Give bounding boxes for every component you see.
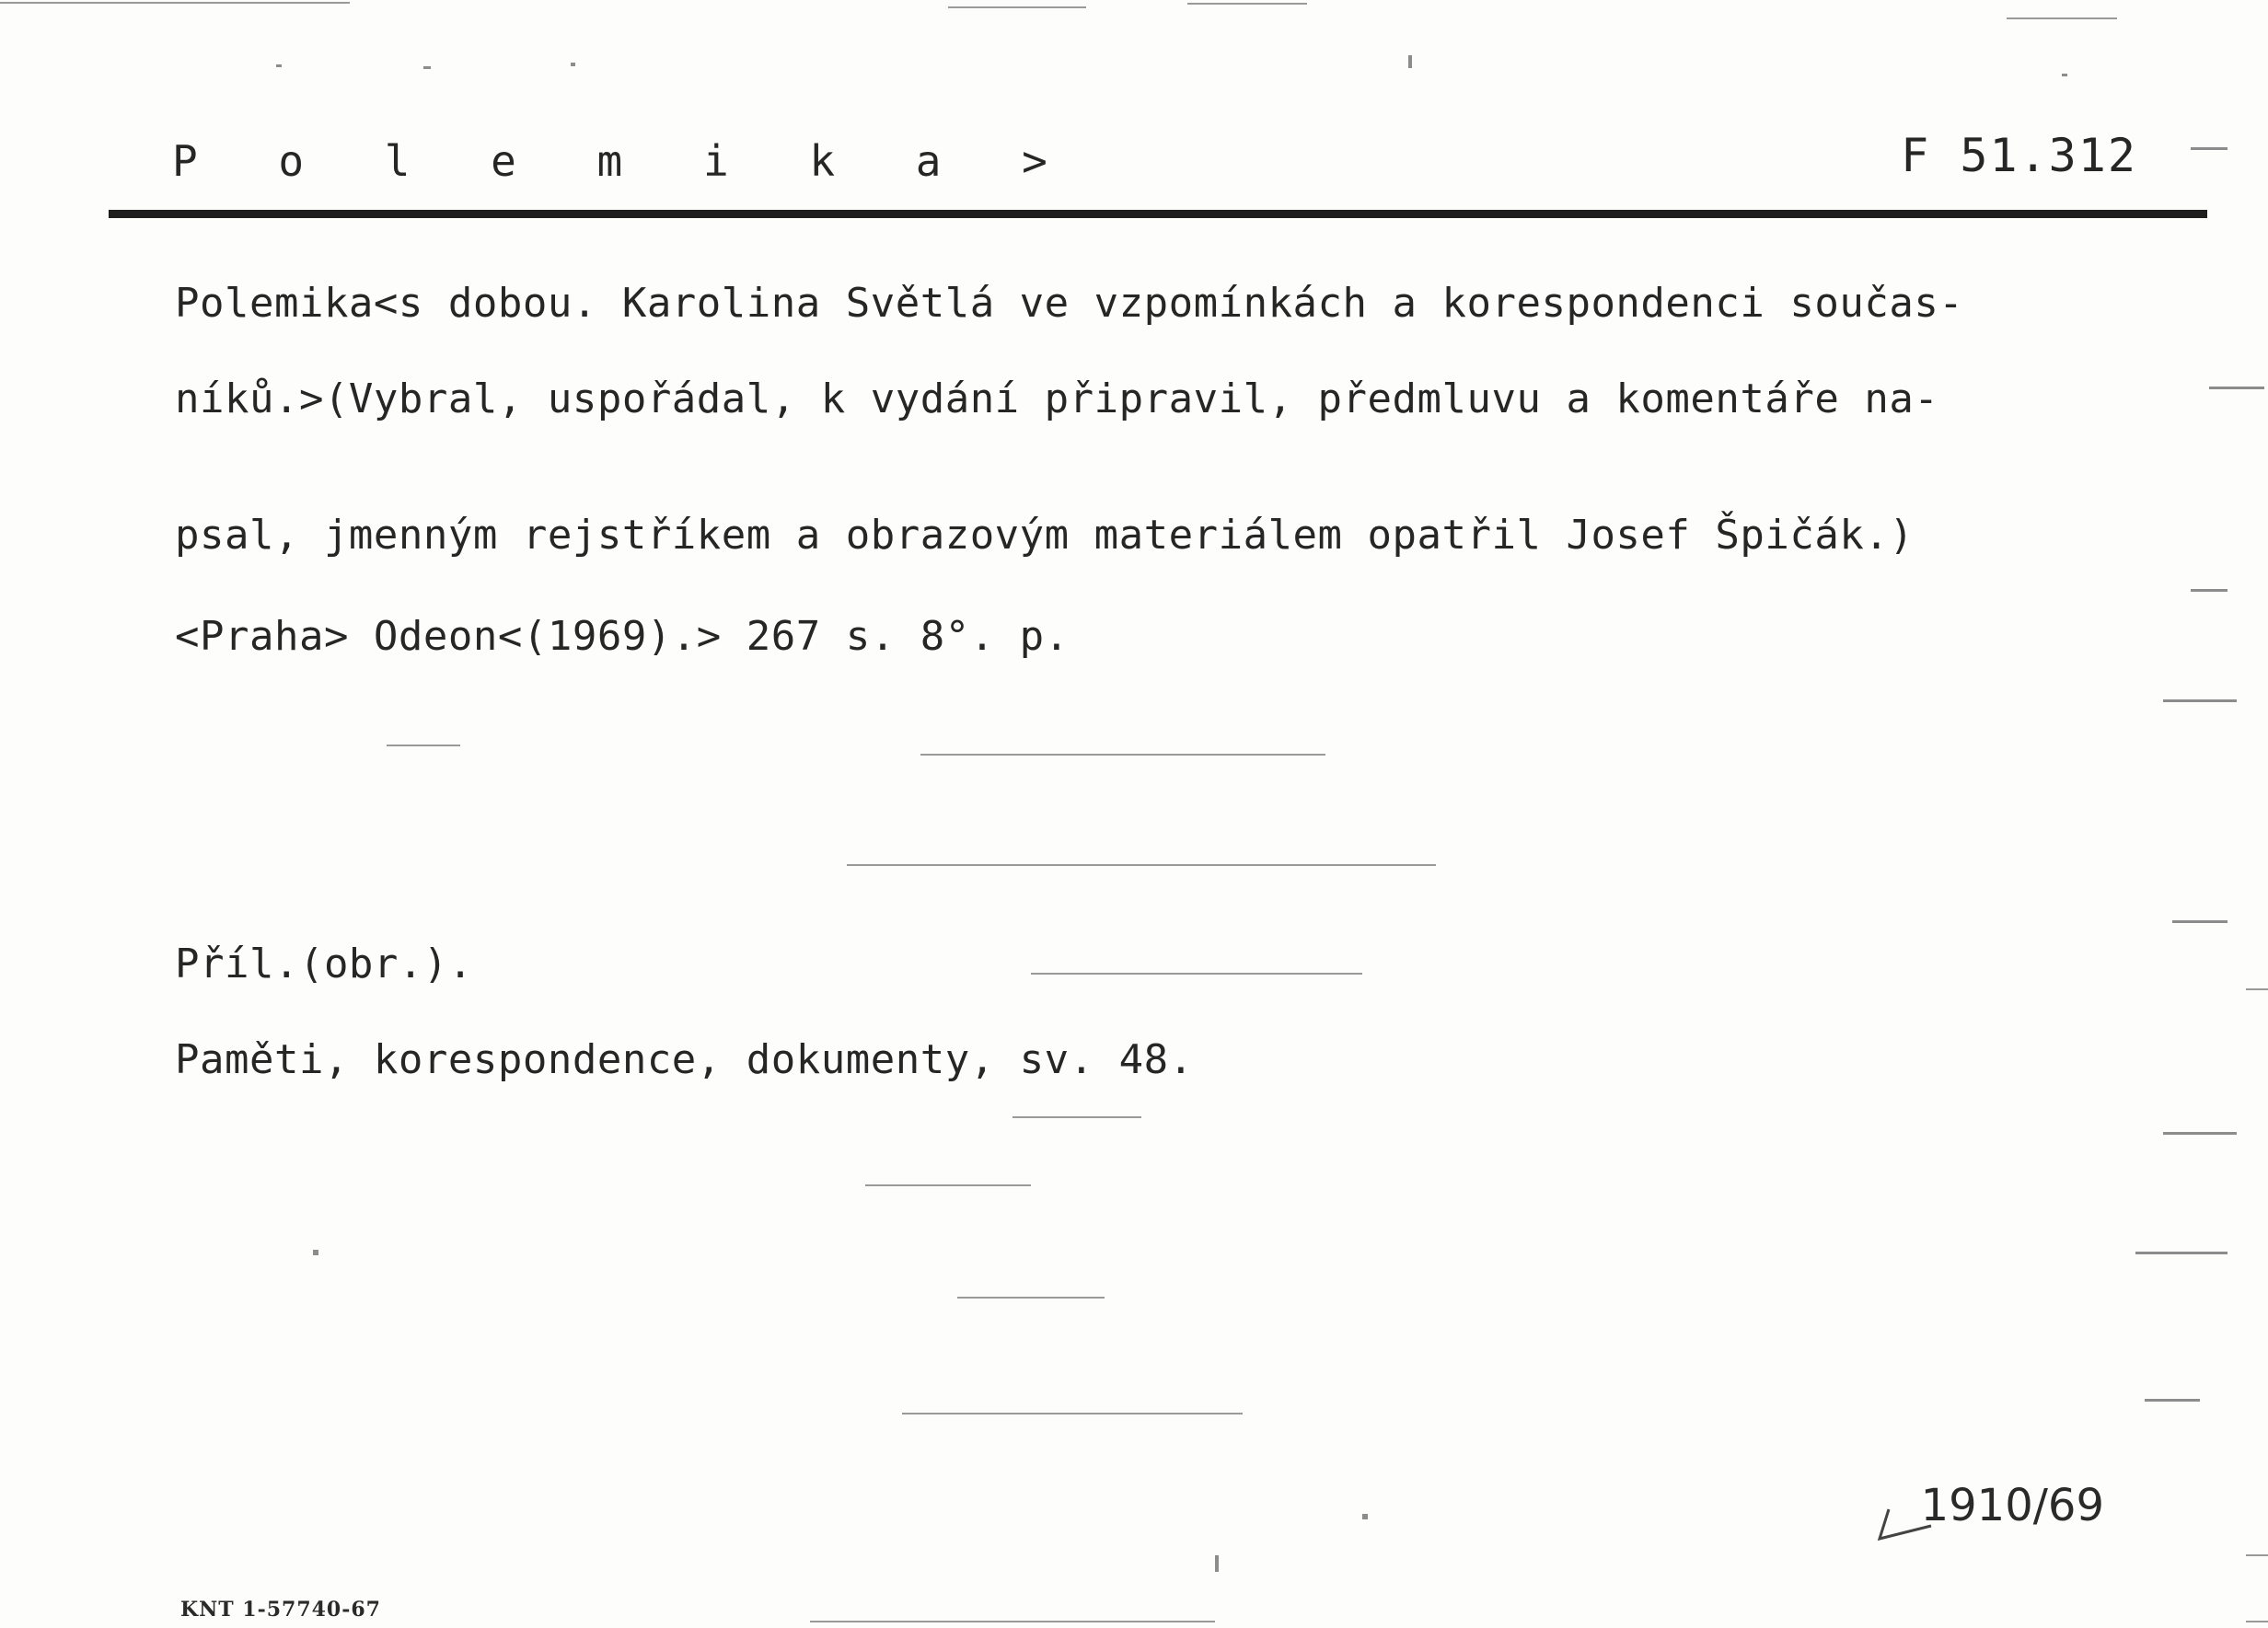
notes-line: Příl.(obr.). [175,941,473,987]
heading-rule [109,210,2207,218]
call-number: F 51.312 [1901,129,2137,182]
form-code: KNT 1-57740-67 [180,1598,381,1622]
title-line: psal, jmenným rejstříkem a obrazovým materiálem opatřil Josef Špičák.) [175,512,1915,559]
accession-number: 1910/69 [1920,1480,2104,1531]
series-line: Paměti, korespondence, dokumenty, sv. 48. [175,1036,1194,1083]
title-line: níků.>(Vybral, uspořádal, k vydání připravil, předmluvu a komentáře na- [175,375,1939,422]
subject-heading: P o l e m i k a > [172,136,1075,186]
title-line: Polemika<s dobou. Karolina Světlá ve vzpomínkách a korespondenci součas- [175,280,1964,327]
imprint-line: <Praha> Odeon<(1969).> 267 s. 8°. p. [175,613,1070,660]
